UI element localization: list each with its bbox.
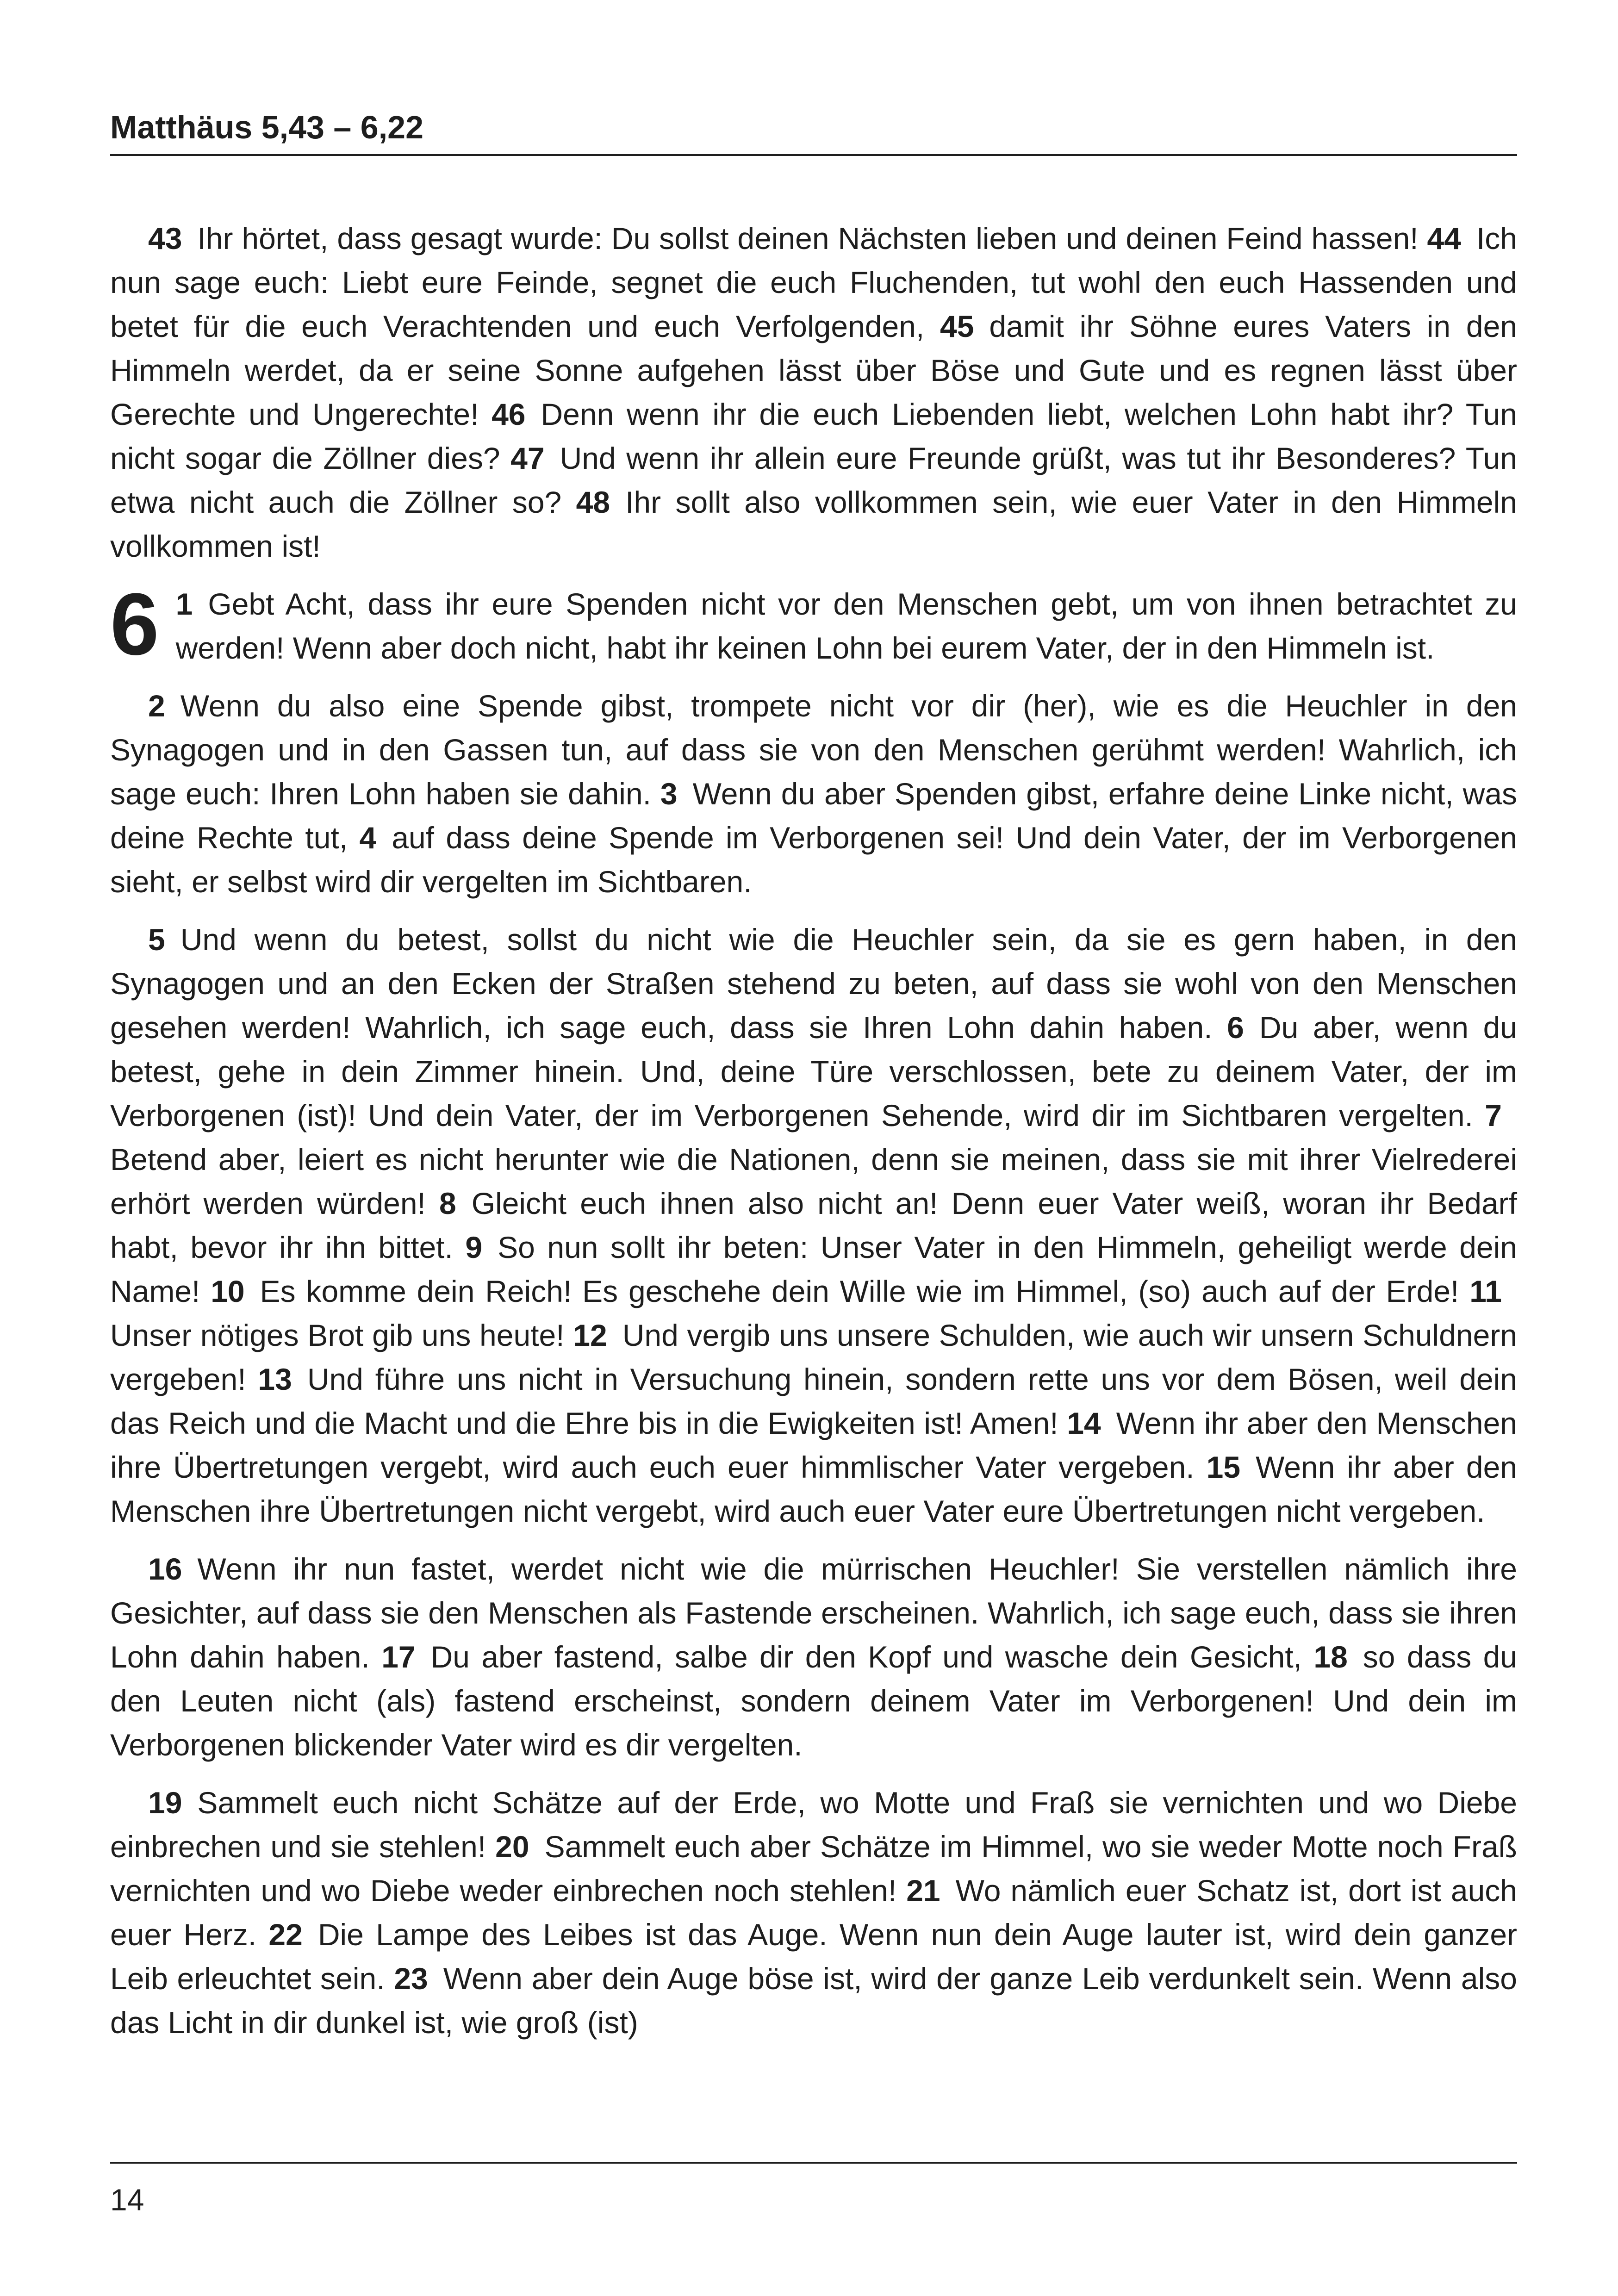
verse-text: Sammelt euch nicht Schätze auf der Erde, wo Motte und Fraß sie vernichten und wo Diebe einbrechen und sie stehlen! bbox=[110, 1786, 1517, 1864]
verse-text: Und vergib uns unsere Schulden, wie auch wir unsern Schuldnern vergeben! bbox=[110, 1318, 1518, 1396]
verse-text: Wenn ihr aber den Menschen ihre Übertretungen nicht vergebt, wird auch euer Vater eure Übertretungen nicht vergeben. bbox=[110, 1450, 1517, 1528]
verse-number: 16 bbox=[148, 1552, 182, 1586]
verse-text: Und führe uns nicht in Versuchung hinein, sondern rette uns vor dem Bösen, weil dein das Reich und die Macht und die Ehre bis in die Ewigkeiten ist! Amen! bbox=[110, 1362, 1518, 1440]
verse-number: 7 bbox=[1485, 1098, 1502, 1132]
footer-rule bbox=[110, 2162, 1517, 2164]
paragraph bbox=[110, 217, 1517, 568]
verse-number: 48 bbox=[576, 485, 610, 519]
verse-number: 23 bbox=[394, 1961, 428, 1996]
verse-number: 44 bbox=[1427, 221, 1461, 255]
verse-text: Wenn du aber Spenden gibst, erfahre deine Linke nicht, was deine Rechte tut, bbox=[110, 777, 1517, 855]
verse-number: 20 bbox=[495, 1829, 529, 1864]
paragraph bbox=[110, 1781, 1517, 2045]
verse-number: 5 bbox=[148, 922, 165, 957]
verse-number: 12 bbox=[573, 1318, 607, 1352]
verse-text: Betend aber, leiert es nicht herunter wie die Nationen, denn sie meinen, dass sie mit ihrer Vielrederei erhört werden würden! bbox=[110, 1142, 1517, 1220]
paragraph bbox=[110, 1547, 1517, 1767]
verse-text: Wenn ihr aber den Menschen ihre Übertretungen vergebt, wird auch euch euer himmlischer Vater vergeben. bbox=[110, 1406, 1517, 1484]
verse-text: Wenn aber dein Auge böse ist, wird der ganze Leib verdunkelt sein. Wenn also das Licht in dir dunkel ist, wie groß (ist) bbox=[110, 1961, 1517, 2040]
verse-text: Du aber fastend, salbe dir den Kopf und wasche dein Gesicht, bbox=[430, 1640, 1302, 1674]
verse-number: 3 bbox=[660, 777, 678, 811]
verse-number: 10 bbox=[211, 1274, 245, 1308]
verse-text: Wenn du also eine Spende gibst, trompete nicht vor dir (her), wie es die Heuchler in den Synagogen und in den Gassen tun, auf dass sie von den Menschen gerühmt werden! Wahrlich, ich sage euch: Ihren Lohn haben sie dahin. bbox=[110, 689, 1517, 811]
verse-number: 14 bbox=[1067, 1406, 1101, 1440]
verse-text: Du aber, wenn du betest, gehe in dein Zimmer hinein. Und, deine Türe verschlossen, bete zu deinem Vater, der im Verborgenen (ist)! Und dein Vater, der im Verborgenen Sehende, wird dir im Sichtbaren vergelten. bbox=[110, 1010, 1517, 1132]
verse-text: auf dass deine Spende im Verborgenen sei! Und dein Vater, der im Verborgenen sieht, er selbst wird dir vergelten im Sichtbaren. bbox=[110, 821, 1517, 899]
chapter-number: 6 bbox=[110, 575, 159, 673]
verse-number: 6 bbox=[1227, 1010, 1244, 1045]
body-text bbox=[110, 217, 1517, 2059]
chapter-paragraph bbox=[110, 575, 1517, 673]
verse-text: Und wenn ihr allein eure Freunde grüßt, was tut ihr Besonderes? Tun etwa nicht auch die Zöllner so? bbox=[110, 441, 1517, 519]
verse-number: 21 bbox=[906, 1873, 940, 1908]
verse-number: 15 bbox=[1206, 1450, 1241, 1484]
page-number: 14 bbox=[110, 2183, 144, 2217]
verse-text: Denn wenn ihr die euch Liebenden liebt, welchen Lohn habt ihr? Tun nicht sogar die Zöllner dies? bbox=[110, 397, 1517, 475]
verse-number: 46 bbox=[492, 397, 526, 431]
verse-number: 4 bbox=[359, 821, 377, 855]
verse-number: 19 bbox=[148, 1786, 182, 1820]
verse-number: 11 bbox=[1469, 1274, 1502, 1308]
verse-number: 2 bbox=[148, 689, 165, 723]
verse-text: Es komme dein Reich! Es geschehe dein Wille wie im Himmel, (so) auch auf der Erde! bbox=[260, 1274, 1459, 1308]
verse-number: 8 bbox=[439, 1186, 456, 1220]
verse-text: So nun sollt ihr beten: Unser Vater in den Himmeln, geheiligt werde dein Name! bbox=[110, 1230, 1517, 1308]
paragraph bbox=[110, 684, 1517, 904]
verse-number: 43 bbox=[148, 221, 182, 255]
verse-text: Und wenn du betest, sollst du nicht wie die Heuchler sein, da sie es gern haben, in den Synagogen und an den Ecken der Straßen stehend zu beten, auf dass sie wohl von den Menschen gesehen werden! Wahrlich, ich sage euch, dass sie Ihren Lohn dahin haben. bbox=[110, 922, 1517, 1045]
verse-number: 47 bbox=[510, 441, 545, 475]
verse-text: so dass du den Leuten nicht (als) fastend erscheinst, sondern deinem Vater im Verborgenen! Und dein im Verborgenen blickender Vater wird es dir vergelten. bbox=[110, 1640, 1517, 1762]
verse-number: 13 bbox=[258, 1362, 292, 1396]
verse-text: Gebt Acht, dass ihr eure Spenden nicht vor den Menschen gebt, um von ihnen betrachtet zu werden! Wenn aber doch nicht, habt ihr keinen Lohn bei eurem Vater, der in den Himmeln ist. bbox=[175, 587, 1517, 665]
verse-number: 45 bbox=[940, 309, 974, 343]
verse-number: 1 bbox=[175, 587, 193, 621]
verse-number: 22 bbox=[268, 1917, 303, 1952]
running-header: Matthäus 5,43 – 6,22 bbox=[110, 109, 423, 145]
verse-number: 17 bbox=[381, 1640, 416, 1674]
verse-number: 9 bbox=[465, 1230, 483, 1264]
verse-text: Ihr hörtet, dass gesagt wurde: Du sollst deinen Nächsten lieben und deinen Feind hassen! bbox=[197, 221, 1419, 255]
verse-number: 18 bbox=[1313, 1640, 1348, 1674]
verse-text: Die Lampe des Leibes ist das Auge. Wenn nun dein Auge lauter ist, wird dein ganzer Leib erleuchtet sein. bbox=[110, 1917, 1517, 1996]
paragraph bbox=[110, 918, 1517, 1533]
verse-text: damit ihr Söhne eures Vaters in den Himmeln werdet, da er seine Sonne aufgehen lässt über Böse und Gute und es regnen lässt über Gerechte und Ungerechte! bbox=[110, 309, 1517, 431]
verse-text: Unser nötiges Brot gib uns heute! bbox=[110, 1318, 565, 1352]
header-rule bbox=[110, 154, 1517, 156]
verse-text: Ihr sollt also vollkommen sein, wie euer Vater in den Himmeln vollkommen ist! bbox=[110, 485, 1517, 563]
verse-text: Wenn ihr nun fastet, werdet nicht wie die mürrischen Heuchler! Sie verstellen nämlich ihre Gesichter, auf dass sie den Menschen als Fastende erscheinen. Wahrlich, ich sage euch, dass sie ihren Lohn dahin haben. bbox=[110, 1552, 1517, 1674]
verse-text: Gleicht euch ihnen also nicht an! Denn euer Vater weiß, woran ihr Bedarf habt, bevor ihr ihn bittet. bbox=[110, 1186, 1517, 1264]
verse-text: Sammelt euch aber Schätze im Himmel, wo sie weder Motte noch Fraß vernichten und wo Diebe weder einbrechen noch stehlen! bbox=[110, 1829, 1517, 1908]
verse-text: Wo nämlich euer Schatz ist, dort ist auch euer Herz. bbox=[110, 1873, 1517, 1952]
verse-text: Ich nun sage euch: Liebt eure Feinde, segnet die euch Fluchenden, tut wohl den euch Hassenden und betet für die euch Verachtenden und euch Verfolgenden, bbox=[110, 221, 1517, 343]
